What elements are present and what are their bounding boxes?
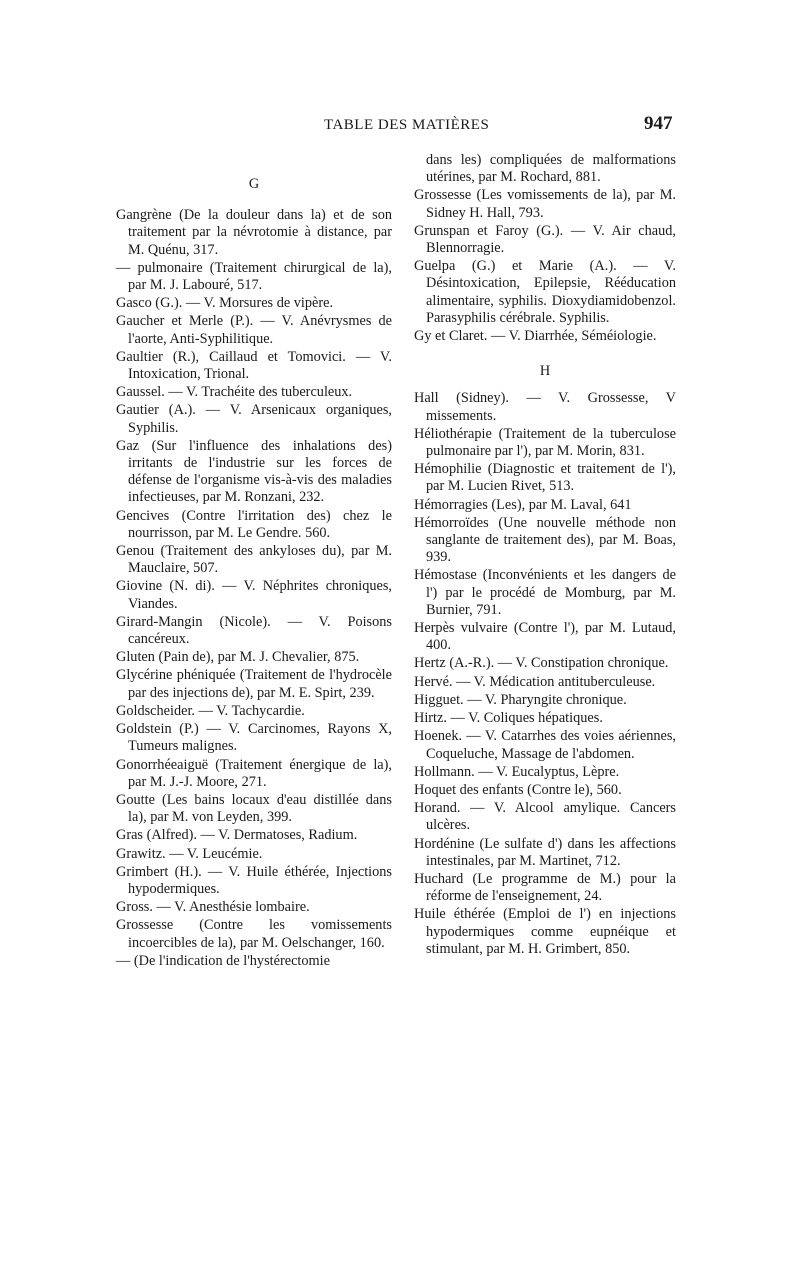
- index-entry: Grunspan et Faroy (G.). — V. Air chaud, Blennorragie.: [414, 222, 676, 257]
- index-entry: Gaucher et Merle (P.). — V. Anévrysmes de l'aorte, Anti-Syphilitique.: [116, 313, 392, 347]
- index-entry: Hémophilie (Diagnostic et traitement de l'), par M. Lucien Rivet, 513.: [414, 461, 676, 495]
- index-entry: Herpès vulvaire (Contre l'), par M. Lutaud, 400.: [414, 620, 676, 654]
- index-entry: Gaussel. — V. Trachéite des tuberculeux.: [116, 384, 353, 401]
- index-entry: Gautier (A.). — V. Arsenicaux organiques, Syphilis.: [116, 402, 392, 436]
- index-entry: Gaz (Sur l'influence des inhalations des) irritants de l'industrie sur les forces de défense de l'organisme vis-à-vis des maladies infectieuses, par M. Ronzani, 232.: [116, 437, 392, 506]
- index-entry: Grimbert (H.). — V. Huile éthérée, Injections hypodermiques.: [116, 863, 392, 897]
- index-entry: — (De l'indication de l'hystérectomie: [116, 952, 330, 969]
- index-entry: Gasco (G.). — V. Morsures de vipère.: [116, 295, 334, 312]
- index-entry: Hémorragies (Les), par M. Laval, 641: [414, 496, 632, 513]
- index-entry: Huchard (Le programme de M.) pour la réforme de l'enseignement, 24.: [414, 870, 676, 905]
- index-entry: Guelpa (G.) et Marie (A.). — V. Désintoxication, Epilepsie, Rééducation alimentaire, syphilis. Dioxydiamidobenzol. Parasyphilis cérébrale. Syphilis.: [414, 258, 676, 326]
- index-entry: Hirtz. — V. Coliques hépatiques.: [414, 710, 603, 727]
- index-entry: Gluten (Pain de), par M. J. Chevalier, 875.: [116, 649, 360, 666]
- index-entry: Genou (Traitement des ankyloses du), par M. Mauclaire, 507.: [116, 543, 392, 577]
- index-entry: Gras (Alfred). — V. Dermatoses, Radium.: [116, 827, 358, 844]
- index-entry: Hordénine (Le sulfate d') dans les affections intestinales, par M. Martinet, 712.: [414, 835, 676, 869]
- index-entry: Huile éthérée (Emploi de l') en injections hypodermiques comme eupnéique et stimulant, par M. H. Grimbert, 850.: [414, 906, 676, 957]
- index-entry: Gross. — V. Anesthésie lombaire.: [116, 899, 310, 916]
- index-entry: Girard-Mangin (Nicole). — V. Poisons cancéreux.: [116, 613, 392, 648]
- index-entry: Horand. — V. Alcool amylique. Cancers ulcères.: [414, 800, 676, 834]
- index-entry: Goutte (Les bains locaux d'eau distillée dans la), par M. von Leyden, 399.: [116, 791, 392, 826]
- index-entry: Glycérine phéniquée (Traitement de l'hydrocèle par des injections de), par M. E. Spirt, 239.: [116, 667, 392, 701]
- right-column: [414, 152, 676, 959]
- index-entry: Gencives (Contre l'irritation des) chez le nourrisson, par M. Le Gendre. 560.: [116, 507, 392, 541]
- section-letter-h: H: [539, 363, 551, 380]
- index-entry: Hoenek. — V. Catarrhes des voies aériennes, Coqueluche, Massage de l'abdomen.: [414, 728, 676, 762]
- index-entry: Grawitz. — V. Leucémie.: [116, 845, 263, 862]
- section-letter-g: G: [248, 176, 260, 192]
- index-entry: Giovine (N. di). — V. Néphrites chroniques, Viandes.: [116, 578, 392, 612]
- index-entry: Héliothérapie (Traitement de la tuberculose pulmonaire par l'), par M. Morin, 831.: [414, 425, 676, 460]
- index-entry: Gangrène (De la douleur dans la) et de son traitement par la névrotomie à distance, par M. Quénu, 317.: [116, 207, 392, 258]
- page-number: 947: [644, 113, 673, 134]
- left-column: [116, 152, 392, 971]
- index-entry: Hollmann. — V. Eucalyptus, Lèpre.: [414, 763, 620, 780]
- index-entry: Hertz (A.-R.). — V. Constipation chronique.: [414, 655, 669, 672]
- index-entry: — pulmonaire (Traitement chirurgical de la), par M. J. Labouré, 517.: [116, 259, 392, 294]
- continued-entry: dans les) compliquées de malformations utérines, par M. Rochard, 881.: [426, 152, 676, 186]
- index-entry: Gaultier (R.), Caillaud et Tomovici. — V. Intoxication, Trional.: [116, 348, 392, 383]
- index-entry: Gonorrhéeaiguë (Traitement énergique de la), par M. J.-J. Moore, 271.: [116, 756, 392, 790]
- index-entry: Gy et Claret. — V. Diarrhée, Séméiologie.: [414, 328, 657, 345]
- index-entry: Goldscheider. — V. Tachycardie.: [116, 702, 305, 719]
- index-entry: Grossesse (Contre les vomissements incoercibles de la), par M. Oelschanger, 160.: [116, 917, 392, 951]
- running-title: TABLE DES MATIÈRES: [324, 117, 490, 133]
- index-entry: Hémostase (Inconvénients et les dangers de l') par le procédé de Momburg, par M. Burnier, 791.: [414, 567, 676, 618]
- index-entry: Hall (Sidney). — V. Grossesse, V missements.: [414, 390, 676, 424]
- index-entry: Goldstein (P.) — V. Carcinomes, Rayons X, Tumeurs malignes.: [116, 721, 392, 755]
- index-entry: Hémorroïdes (Une nouvelle méthode non sanglante de traitement des), par M. Boas, 939.: [414, 514, 676, 566]
- index-entry: Grossesse (Les vomissements de la), par M. Sidney H. Hall, 793.: [414, 187, 676, 221]
- index-entry: Hervé. — V. Médication antituberculeuse.: [414, 673, 656, 690]
- index-entry: Hoquet des enfants (Contre le), 560.: [414, 781, 622, 798]
- index-entry: Higguet. — V. Pharyngite chronique.: [414, 691, 627, 708]
